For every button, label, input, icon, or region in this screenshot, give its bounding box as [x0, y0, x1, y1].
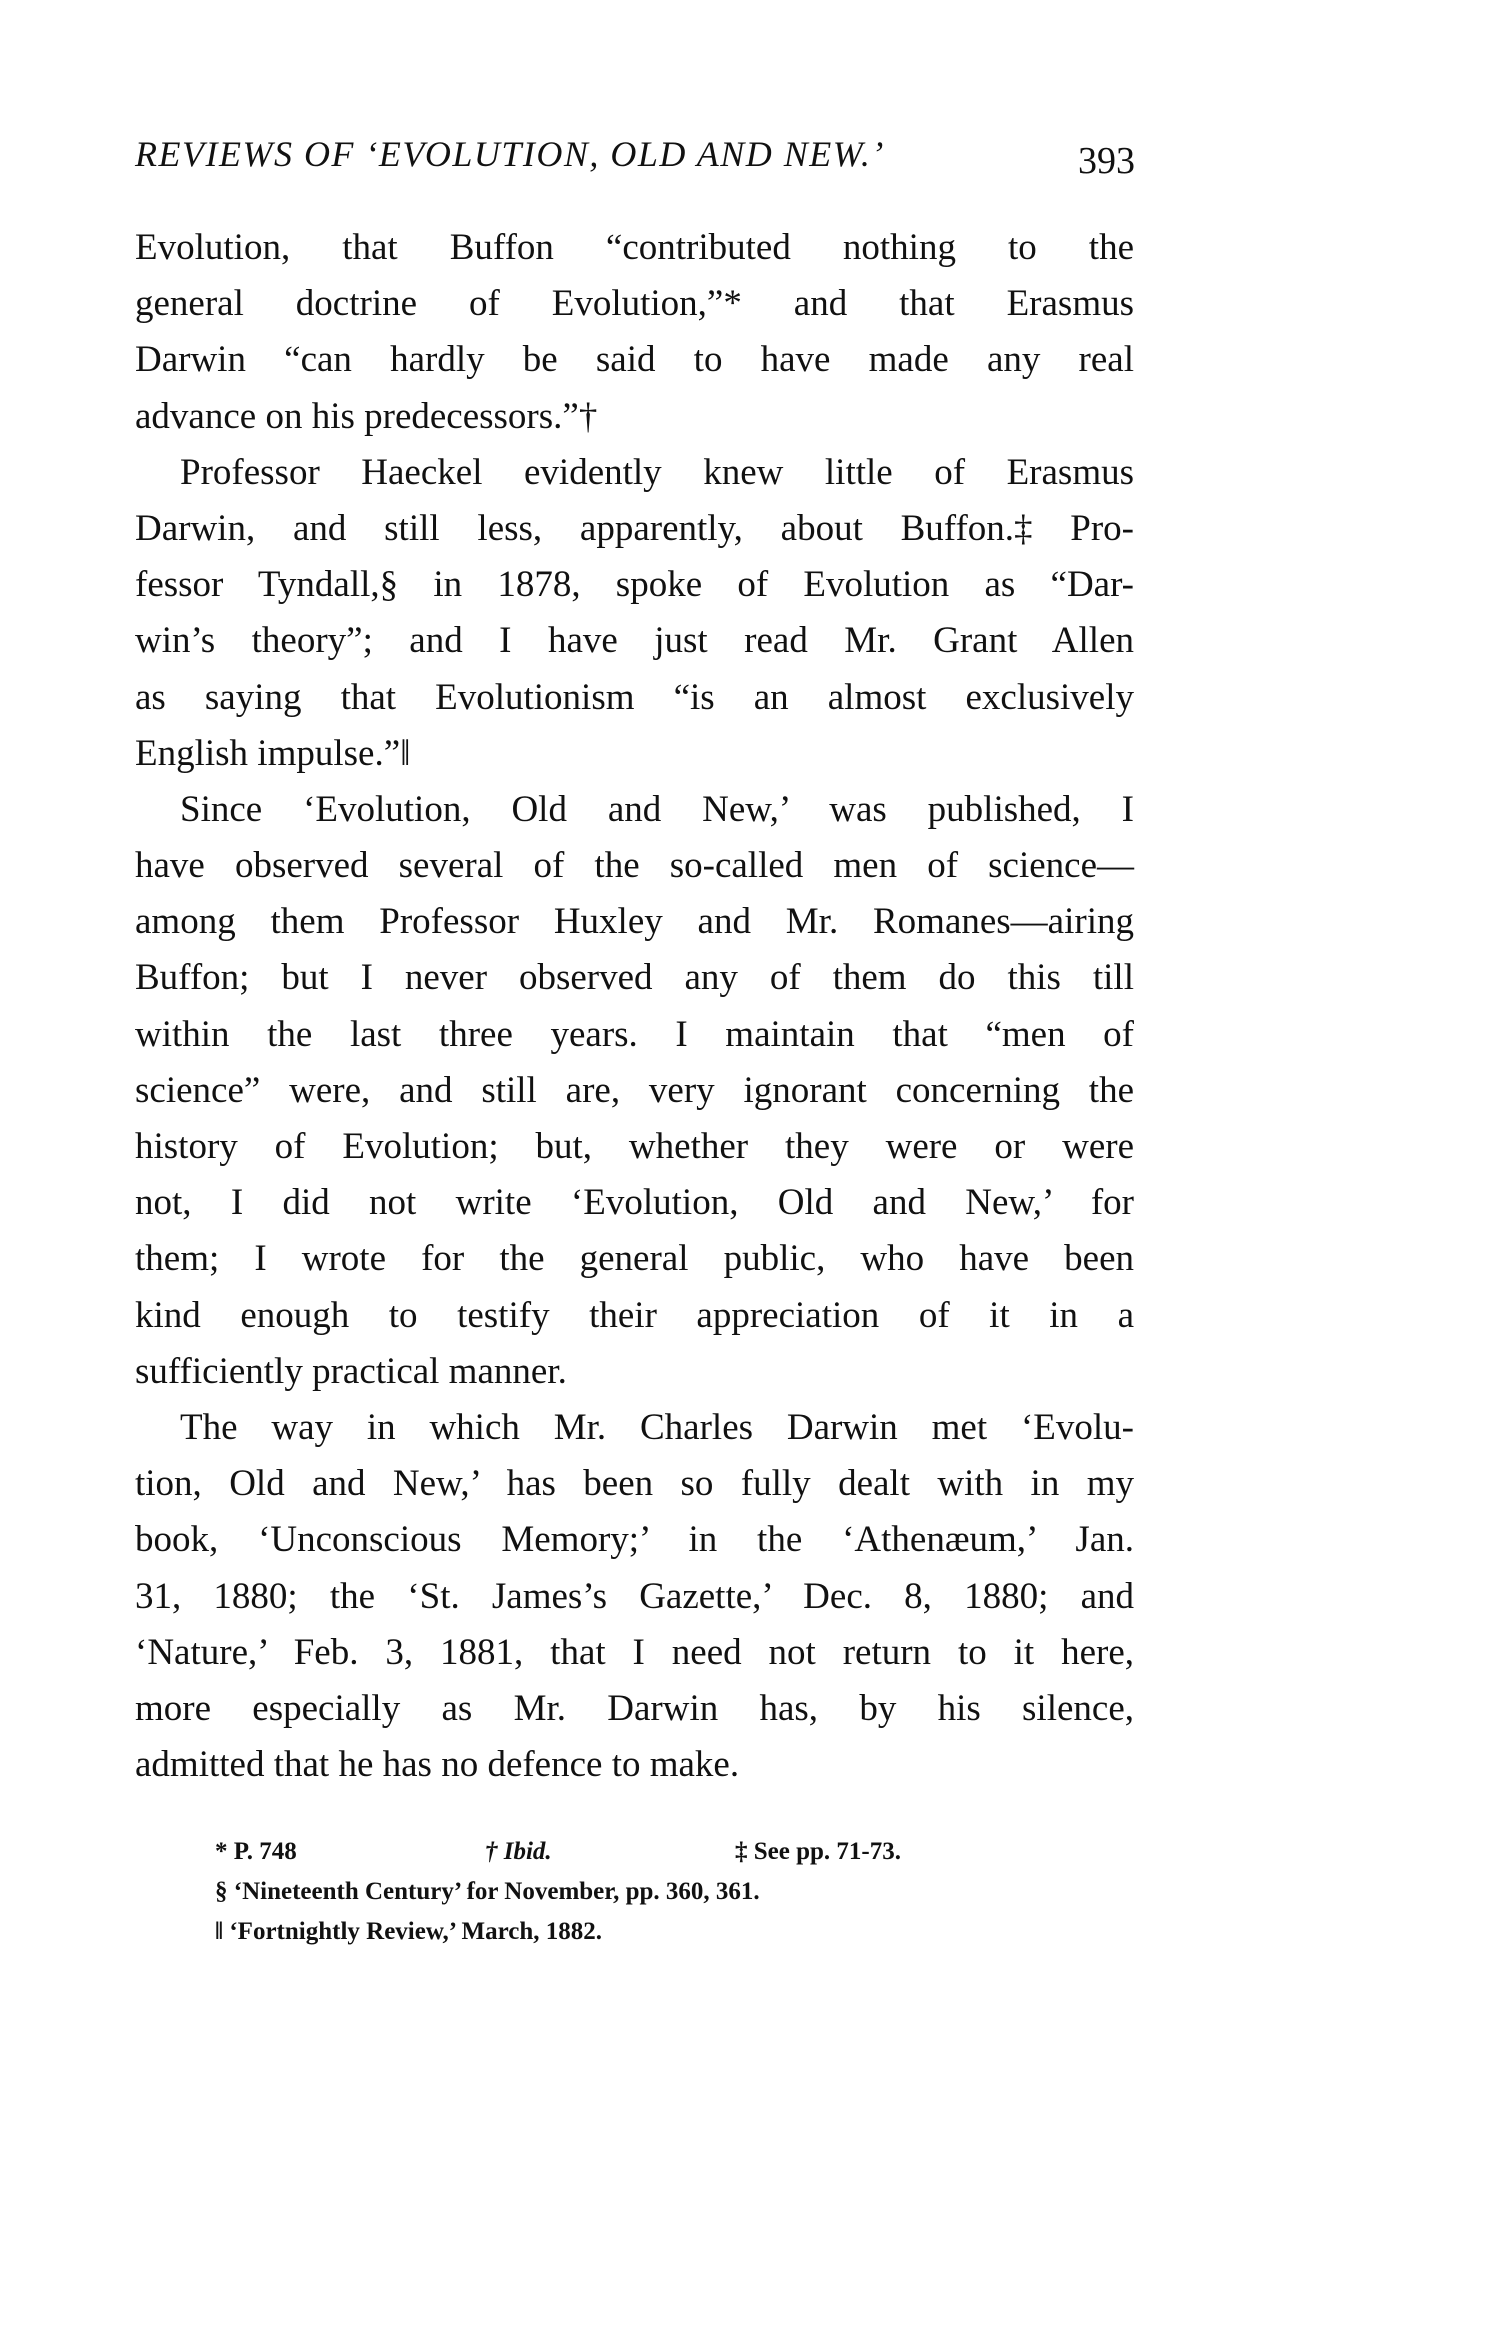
text-line-content: Professor Haeckel evidently knew little of Erasmus: [180, 451, 1134, 493]
body-text: [135, 220, 1135, 1793]
footnote-star: * P. 748: [215, 1838, 297, 1865]
text-line-content: have observed several of the so-called men of science—: [135, 845, 1134, 887]
text-line-content: among them Professor Huxley and Mr. Romanes—airing: [135, 901, 1134, 943]
text-line-content: sufficiently practical manner.: [135, 1350, 567, 1392]
text-line: [135, 670, 1135, 726]
running-title: REVIEWS OF ‘EVOLUTION, OLD AND NEW.’: [135, 134, 885, 174]
text-line-content: Buffon; but I never observed any of them do this till: [135, 957, 1134, 999]
text-line-content: science” were, and still are, very ignorant concerning the: [135, 1069, 1134, 1111]
text-line-content: general doctrine of Evolution,”* and that Erasmus: [135, 283, 1134, 325]
text-line-content: not, I did not write ‘Evolution, Old and New,’ for: [135, 1182, 1134, 1224]
text-line-content: fessor Tyndall,§ in 1878, spoke of Evolution as “Dar-: [135, 564, 1134, 606]
text-line: [135, 613, 1135, 669]
text-line-content: within the last three years. I maintain that “men of: [135, 1013, 1134, 1055]
text-line-content: Darwin, and still less, apparently, about Buffon.‡ Pro-: [135, 507, 1134, 549]
text-line: [135, 1288, 1135, 1344]
footnote-section: § ‘Nineteenth Century’ for November, pp. 360, 361.: [215, 1878, 760, 1905]
text-line-content: history of Evolution; but, whether they were or were: [135, 1126, 1134, 1167]
text-line: [135, 220, 1135, 276]
text-line: [135, 1063, 1135, 1119]
text-line-content: more especially as Mr. Darwin has, by his silence,: [135, 1687, 1134, 1729]
text-line: [135, 1512, 1135, 1568]
text-line: [135, 332, 1135, 388]
text-line: [135, 726, 1135, 782]
text-line: [135, 838, 1135, 894]
text-line-content: advance on his predecessors.”†: [135, 395, 598, 437]
text-line: [135, 1231, 1135, 1287]
text-line-content: book, ‘Unconscious Memory;’ in the ‘Athenæum,’ Jan.: [135, 1519, 1134, 1561]
text-line-content: ‘Nature,’ Feb. 3, 1881, that I need not return to it here,: [135, 1631, 1134, 1673]
footnotes: [215, 1832, 1035, 1952]
text-line-content: tion, Old and New,’ has been so fully dealt with in my: [135, 1463, 1134, 1505]
text-line: [135, 1737, 1135, 1793]
text-line: [135, 782, 1135, 838]
text-line-content: Evolution, that Buffon “contributed nothing to the: [135, 227, 1134, 268]
text-line-content: English impulse.”‖: [135, 732, 411, 774]
text-line: [135, 1175, 1135, 1231]
text-line: [135, 276, 1135, 332]
running-header: [135, 133, 1135, 183]
footnote-parallel: ‖ ‘Fortnightly Review,’ March, 1882.: [215, 1918, 602, 1945]
text-line-content: win’s theory”; and I have just read Mr. Grant Allen: [135, 620, 1134, 662]
text-line-content: Darwin “can hardly be said to have made any real: [135, 339, 1134, 381]
footnote-row: [215, 1832, 1035, 1872]
text-line: [135, 389, 1135, 445]
text-line: [135, 1007, 1135, 1063]
footnote-double-dagger: ‡ See pp. 71-73.: [735, 1838, 901, 1865]
text-line-content: them; I wrote for the general public, who have been: [135, 1238, 1134, 1280]
text-line: [135, 894, 1135, 950]
text-line: [135, 501, 1135, 557]
text-line: [135, 1119, 1135, 1175]
text-line: [135, 1456, 1135, 1512]
text-line-content: 31, 1880; the ‘St. James’s Gazette,’ Dec. 8, 1880; and: [135, 1575, 1134, 1617]
text-line-content: The way in which Mr. Charles Darwin met ‘Evolu-: [180, 1406, 1134, 1448]
text-line-content: Since ‘Evolution, Old and New,’ was published, I: [180, 788, 1134, 830]
text-line: [135, 950, 1135, 1006]
footnote-dagger: † Ibid.: [485, 1838, 552, 1865]
text-line: [135, 1400, 1135, 1456]
text-line-content: as saying that Evolutionism “is an almost exclusively: [135, 676, 1134, 718]
text-line: [135, 445, 1135, 501]
text-line-content: kind enough to testify their appreciation of it in a: [135, 1294, 1134, 1336]
text-line-content: admitted that he has no defence to make.: [135, 1744, 740, 1786]
text-line: [135, 557, 1135, 613]
text-line: [135, 1344, 1135, 1400]
page-number: 393: [1078, 140, 1135, 182]
text-line: [135, 1625, 1135, 1681]
text-line: [135, 1681, 1135, 1737]
text-line: [135, 1569, 1135, 1625]
